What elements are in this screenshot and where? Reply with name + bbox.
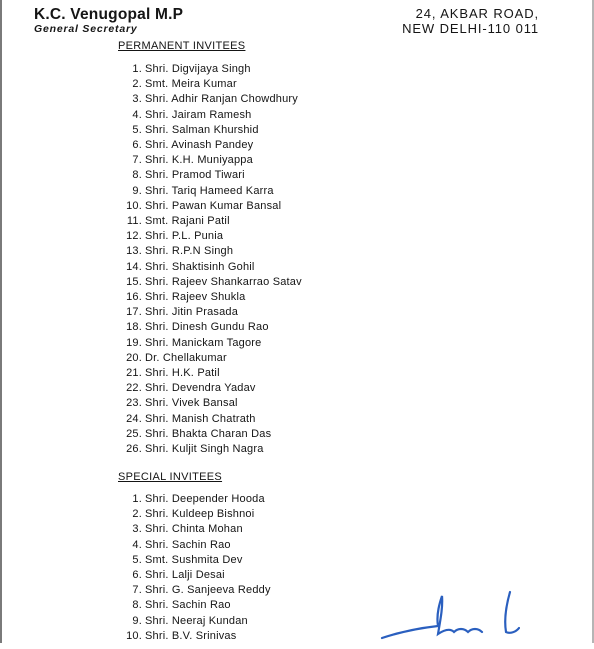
invitee-number: 4. <box>132 538 142 551</box>
invitee-number: 2. <box>132 78 142 91</box>
invitee-name: Shri. G. Sanjeeva Reddy <box>145 584 271 597</box>
invitee-number-cell <box>0 629 142 644</box>
invitee-item <box>0 138 254 153</box>
invitee-number: 6. <box>132 569 142 581</box>
invitee-item <box>0 92 298 107</box>
invitee-name: Shri. Deepender Hooda <box>145 493 265 505</box>
invitee-number: 11. <box>126 215 142 227</box>
invitee-number-cell <box>0 568 142 583</box>
invitee-item <box>0 184 274 199</box>
invitee-number: 24. <box>126 412 142 425</box>
invitee-number: 15. <box>126 275 142 288</box>
invitee-item <box>0 614 248 629</box>
invitee-name: Shri. Sachin Rao <box>145 599 231 612</box>
invitee-item <box>0 492 265 507</box>
invitee-number: 5. <box>132 553 142 566</box>
invitee-number-cell <box>0 199 142 214</box>
invitee-name: Shri. Pramod Tiwari <box>145 169 245 182</box>
invitee-item <box>0 153 253 168</box>
invitee-item <box>0 123 259 138</box>
invitee-number-cell <box>0 366 142 381</box>
invitee-name: Shri. Avinash Pandey <box>145 139 254 151</box>
invitee-number-cell <box>0 290 142 305</box>
permanent-invitees-heading: PERMANENT INVITEES <box>118 40 246 52</box>
invitee-item <box>0 507 255 522</box>
invitee-number: 7. <box>132 154 142 167</box>
invitee-number: 12. <box>126 230 142 243</box>
invitee-number: 7. <box>132 584 142 597</box>
signature-mark <box>380 588 520 643</box>
invitee-name: Dr. Chellakumar <box>145 351 227 364</box>
invitee-item <box>0 62 251 77</box>
invitee-name: Shri. Rajeev Shukla <box>145 291 246 303</box>
invitee-item <box>0 244 234 259</box>
invitee-name: Shri. Rajeev Shankarrao Satav <box>145 275 302 288</box>
invitee-item <box>0 366 220 381</box>
invitee-number: 14. <box>126 260 142 273</box>
invitee-name: Shri. Bhakta Charan Das <box>145 427 272 440</box>
invitee-number-cell <box>0 320 142 335</box>
invitee-name: Shri. Devendra Yadav <box>145 382 256 395</box>
invitee-item <box>0 320 269 335</box>
invitee-item <box>0 598 231 613</box>
invitee-number-cell <box>0 229 142 244</box>
special-invitees-heading: SPECIAL INVITEES <box>118 471 223 483</box>
invitee-number-cell <box>0 442 142 457</box>
invitee-name: Shri. Kuldeep Bishnoi <box>145 508 255 521</box>
invitee-number: 9. <box>132 614 142 627</box>
invitee-name: Smt. Sushmita Dev <box>145 553 243 566</box>
address-line-2: NEW DELHI-110 011 <box>402 21 539 36</box>
invitee-number: 4. <box>132 108 142 121</box>
invitee-name: Shri. B.V. Srinivas <box>145 629 237 642</box>
sender-title: General Secretary <box>34 23 138 35</box>
invitee-item <box>0 275 302 290</box>
invitee-item <box>0 629 237 644</box>
invitee-item <box>0 214 230 229</box>
invitee-number: 26. <box>126 443 142 455</box>
invitee-item <box>0 553 243 568</box>
invitee-number: 8. <box>132 599 142 612</box>
invitee-number-cell <box>0 381 142 396</box>
invitee-number-cell <box>0 412 142 427</box>
invitee-name: Shri. P.L. Punia <box>145 230 224 243</box>
invitee-item <box>0 290 246 305</box>
invitee-number-cell <box>0 153 142 168</box>
invitee-name: Shri. Neeraj Kundan <box>145 614 248 627</box>
invitee-name: Shri. Tariq Hameed Karra <box>145 184 274 197</box>
invitee-number-cell <box>0 427 142 442</box>
invitee-number: 16. <box>126 291 142 303</box>
invitee-number: 18. <box>126 321 142 334</box>
invitee-name: Shri. R.P.N Singh <box>145 245 234 258</box>
invitee-item <box>0 381 256 396</box>
invitee-number-cell <box>0 492 142 507</box>
invitee-number-cell <box>0 123 142 138</box>
invitee-number-cell <box>0 553 142 568</box>
invitee-name: Shri. Sachin Rao <box>145 538 231 551</box>
invitee-item <box>0 77 237 92</box>
invitee-number: 1. <box>132 493 142 505</box>
invitee-number-cell <box>0 305 142 320</box>
invitee-item <box>0 351 227 366</box>
invitee-item <box>0 168 245 183</box>
invitee-name: Smt. Rajani Patil <box>145 215 230 227</box>
invitee-number-cell <box>0 260 142 275</box>
invitee-item <box>0 336 262 351</box>
invitee-number: 1. <box>132 63 142 75</box>
invitee-name: Shri. Lalji Desai <box>145 569 225 581</box>
invitee-number-cell <box>0 538 142 553</box>
invitee-item <box>0 583 271 598</box>
invitee-name: Shri. Jairam Ramesh <box>145 108 252 121</box>
invitee-number-cell <box>0 214 142 229</box>
invitee-number-cell <box>0 351 142 366</box>
invitee-name: Shri. Manickam Tagore <box>145 336 262 349</box>
invitee-number: 17. <box>126 306 142 319</box>
invitee-number-cell <box>0 275 142 290</box>
invitee-number: 20. <box>126 351 142 364</box>
invitee-item <box>0 229 224 244</box>
invitee-item <box>0 396 238 411</box>
invitee-name: Shri. Salman Khurshid <box>145 123 259 136</box>
invitee-item <box>0 442 264 457</box>
invitee-number: 9. <box>132 184 142 197</box>
invitee-number: 21. <box>126 367 142 379</box>
invitee-number: 19. <box>126 336 142 349</box>
invitee-item <box>0 199 282 214</box>
invitee-number: 22. <box>126 382 142 395</box>
invitee-number: 25. <box>126 427 142 440</box>
invitee-number: 23. <box>126 397 142 410</box>
invitee-item <box>0 538 231 553</box>
invitee-name: Shri. Chinta Mohan <box>145 523 243 536</box>
invitee-number: 6. <box>132 139 142 151</box>
invitee-name: Shri. H.K. Patil <box>145 367 220 379</box>
invitee-item <box>0 260 255 275</box>
invitee-number-cell <box>0 507 142 522</box>
invitee-number-cell <box>0 138 142 153</box>
invitee-item <box>0 427 272 442</box>
invitee-number-cell <box>0 336 142 351</box>
sender-name: K.C. Venugopal M.P <box>34 6 184 23</box>
invitee-number-cell <box>0 184 142 199</box>
invitee-number-cell <box>0 598 142 613</box>
invitee-name: Shri. Kuljit Singh Nagra <box>145 443 264 455</box>
invitee-item <box>0 412 256 427</box>
invitee-number: 10. <box>126 199 142 212</box>
invitee-item <box>0 568 225 583</box>
invitee-name: Shri. Digvijaya Singh <box>145 63 251 75</box>
invitee-number: 2. <box>132 508 142 521</box>
invitee-number: 10. <box>126 629 142 642</box>
invitee-name: Shri. Shaktisinh Gohil <box>145 260 255 273</box>
invitee-item <box>0 522 243 537</box>
invitee-number-cell <box>0 92 142 107</box>
invitee-name: Shri. Dinesh Gundu Rao <box>145 321 269 334</box>
invitee-name: Shri. Jitin Prasada <box>145 306 239 319</box>
address-line-1: 24, AKBAR ROAD, <box>415 6 539 21</box>
invitee-number-cell <box>0 244 142 259</box>
invitee-number: 5. <box>132 123 142 136</box>
invitee-item <box>0 108 252 123</box>
invitee-name: Shri. Vivek Bansal <box>145 397 238 410</box>
invitee-name: Shri. Adhir Ranjan Chowdhury <box>145 93 298 106</box>
invitee-item <box>0 305 239 320</box>
invitee-name: Shri. K.H. Muniyappa <box>145 154 253 167</box>
invitee-number-cell <box>0 77 142 92</box>
invitee-number: 3. <box>132 93 142 106</box>
invitee-number: 13. <box>126 245 142 258</box>
invitee-number-cell <box>0 583 142 598</box>
invitee-number: 8. <box>132 169 142 182</box>
invitee-number-cell <box>0 62 142 77</box>
invitee-number-cell <box>0 168 142 183</box>
invitee-number-cell <box>0 396 142 411</box>
invitee-name: Smt. Meira Kumar <box>145 78 237 91</box>
invitee-number-cell <box>0 108 142 123</box>
invitee-number-cell <box>0 522 142 537</box>
invitee-name: Shri. Pawan Kumar Bansal <box>145 199 282 212</box>
invitee-number: 3. <box>132 523 142 536</box>
invitee-name: Shri. Manish Chatrath <box>145 412 256 425</box>
invitee-number-cell <box>0 614 142 629</box>
